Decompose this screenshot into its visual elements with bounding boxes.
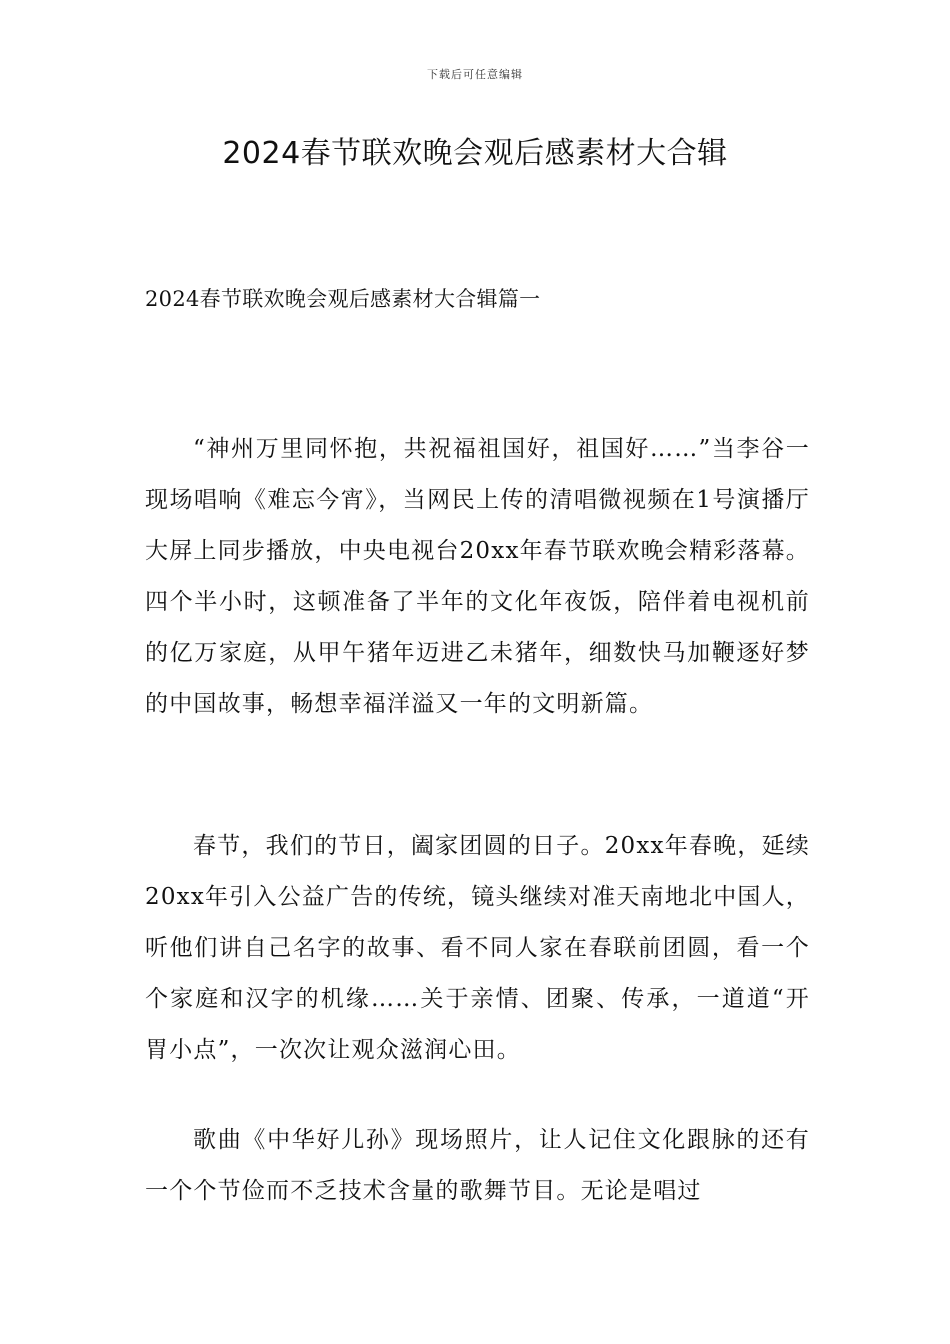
document-title: 2024春节联欢晚会观后感素材大合辑 [222, 136, 728, 171]
header-note: 下载后可任意编辑 [427, 68, 523, 81]
section-heading: 2024春节联欢晚会观后感素材大合辑篇一 [145, 287, 541, 311]
body-paragraph-1: “神州万里同怀抱，共祝福祖国好，祖国好……”当李谷一现场唱响《难忘今宵》，当网民上传的清唱微视频在1号演播厅大屏上同步播放，中央电视台20xx年春节联欢晚会精彩落幕。四个半小时，这顿准备了半年的文化年夜饭，陪伴着电视机前的亿万家庭，从甲午猪年迈进乙未猪年，细数快马加鞭逐好梦的中国故事，畅想幸福洋溢又一年的文明新篇。 [145, 436, 811, 717]
body-paragraph-2: 春节，我们的节日，阖家团圆的日子。20xx年春晚，延续20xx年引入公益广告的传统，镜头继续对准天南地北中国人，听他们讲自己名字的故事、看不同人家在春联前团圆，看一个个家庭和汉字的机缘……关于亲情、团聚、传承，一道道“开胃小点”，一次次让观众滋润心田。 [145, 833, 811, 1063]
body-paragraph-3: 歌曲《中华好儿孙》现场照片，让人记住文化跟脉的还有一个个节俭而不乏技术含量的歌舞节目。无论是唱过 [145, 1127, 810, 1204]
